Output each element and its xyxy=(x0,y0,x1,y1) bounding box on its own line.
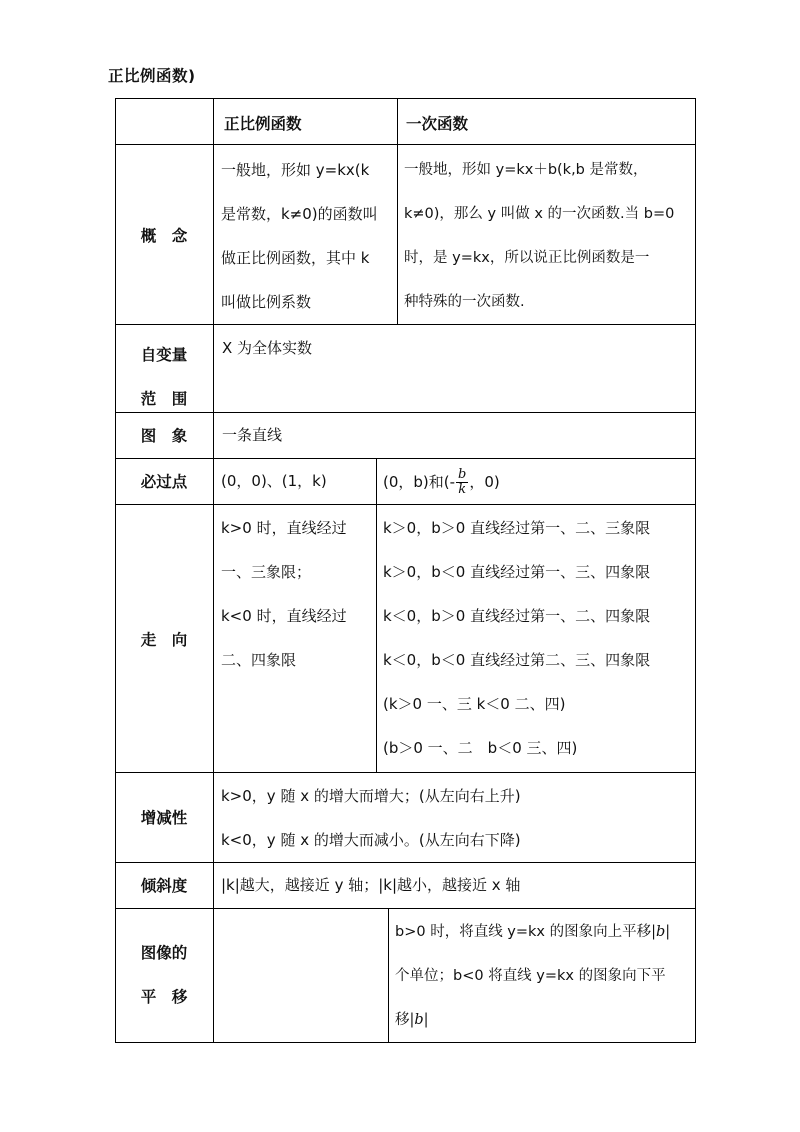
row-label-translation: 图像的 平 移 xyxy=(140,944,188,1006)
row-label-points: 必过点 xyxy=(140,473,188,491)
row-label-direction: 走 向 xyxy=(140,631,188,649)
header-linear: 一次函数 xyxy=(406,115,469,133)
row-label-monotonic: 增减性 xyxy=(140,809,188,827)
translation-linear: b>0 时，将直线 y=kx 的图象向上平移|b| 个单位；b<0 将直线 y=kx 的图象向下平 移|b| xyxy=(395,924,671,1028)
concept-proportional: 一般地，形如 y=kx(k 是常数，k≠0)的函数叫 做正比例函数，其中 k 叫做比例系数 xyxy=(221,161,378,311)
monotonic-value: k>0，y 随 x 的增大而增大；(从左向右上升) k<0，y 随 x 的增大而减小。(从左向右下降) xyxy=(221,787,521,849)
direction-linear: k＞0，b＞0 直线经过第一、二、三象限 k＞0，b＜0 直线经过第一、三、四象限 k＜0，b＞0 直线经过第一、二、四象限 k＜0，b＜0 直线经过第二、三、四象限 (k＞0 一、三 k＜0 二、四) (b＞0 一、二 b＜0 三、四) xyxy=(383,519,651,757)
points-proportional: (0，0)、(1，k) xyxy=(221,472,327,490)
slope-value: |k|越大，越接近 y 轴；|k|越小，越接近 x 轴 xyxy=(221,876,521,894)
header-proportional: 正比例函数 xyxy=(224,115,302,133)
points-linear: (0，b)和(- $\frac{b}{k}$ ，0) xyxy=(383,467,500,497)
graph-value: 一条直线 xyxy=(222,426,283,444)
row-label-slope: 倾斜度 xyxy=(140,877,188,895)
fraction-b-over-k: $\frac{b}{k}$ xyxy=(458,467,467,497)
concept-linear: 一般地，形如 y=kx＋b(k,b 是常数， k≠0)，那么 y 叫做 x 的一次函数.当 b=0 时，是 y=kx，所以说正比例函数是一 种特殊的一次函数. xyxy=(404,162,675,310)
row-label-concept: 概 念 xyxy=(140,227,188,245)
page-title: 正比例函数) xyxy=(108,67,196,85)
domain-value: X 为全体实数 xyxy=(222,339,313,357)
row-label-domain: 自变量 范 围 xyxy=(140,346,188,408)
row-label-graph: 图 象 xyxy=(140,427,188,445)
direction-proportional: k>0 时，直线经过 一、三象限； k<0 时，直线经过 二、四象限 xyxy=(221,519,347,669)
